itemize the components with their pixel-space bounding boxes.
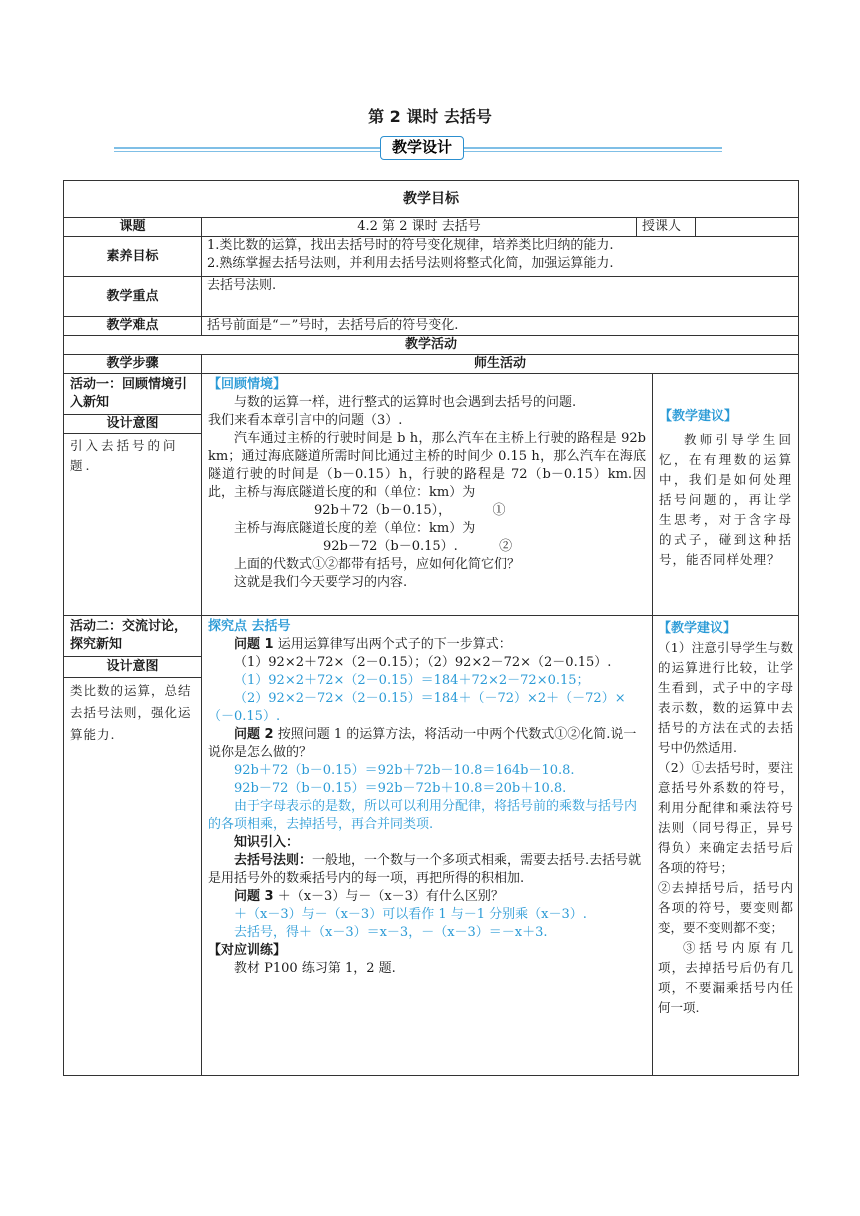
- banner-label: 教学设计: [380, 136, 464, 160]
- a2-suggestion-tag: 【教学建议】: [658, 621, 737, 636]
- objectives-header: 教学目标: [64, 181, 799, 218]
- q1-answer-1: （1）92×2＋72×（2－0.15）＝184＋72×2－72×0.15；: [234, 673, 590, 688]
- key-point-label: 教学重点: [64, 277, 202, 317]
- activity2-intent-text: 类比数的运算，总结去括号法则，强化运算能力.: [70, 683, 192, 742]
- a1-line-3: 汽车通过主桥的行驶时间是 b h，那么汽车在主桥上行驶的路程是 92b km；通过海底隧道所需时间比通过主桥的时间少 0.15 h，那么汽车在海底隧道行驶的时间是（b－0.15）h，行驶的路程是 72（b－0.15）km.因此，主桥与海底隧道长度的和（单位：km）为: [208, 431, 646, 500]
- q2-answer-3: 由于字母表示的是数，所以可以利用分配律，将括号前的乘数与括号内的各项相乘，去掉括号，再合并同类项.: [208, 799, 638, 832]
- practice-tag: 【对应训练】: [208, 943, 287, 958]
- q1-answer-2: （2）92×2－72×（2－0.15）＝184＋（－72）×2＋（－72）×（－0.15）.: [208, 691, 626, 724]
- a1-line-2: 我们来看本章引言中的问题（3）.: [208, 413, 403, 428]
- literacy-goal-1: 1.类比数的运算，找出去括号时的符号变化规律，培养类比归纳的能力.: [207, 238, 614, 253]
- literacy-label: 素养目标: [64, 237, 202, 277]
- rule-label: 去括号法则：: [234, 853, 313, 868]
- rule-text: 一般地，一个数与一个多项式相乘，需要去括号.去括号就是用括号外的数乘括号内的每一项，再把所得的积相加.: [208, 853, 642, 886]
- activity1-intent-label: 设计意图: [64, 415, 201, 434]
- q3-answer-1: ＋（x－3）与－（x－3）可以看作 1 与－1 分别乘（x－3）.: [234, 907, 587, 922]
- lesson-plan-table: [63, 180, 799, 1076]
- teacher-student-header: 师生活动: [202, 355, 799, 374]
- page-title: 第 2 课时 去括号: [368, 107, 492, 126]
- a2-suggestion-3: ②去掉括号后，括号内各项的符号，要变则都变，要不变则都不变；: [658, 880, 794, 935]
- a1-suggestion-tag: 【教学建议】: [659, 409, 738, 424]
- section-banner: [114, 136, 722, 162]
- activity1-name: 活动一：回顾情境引入新知: [64, 374, 201, 415]
- activity2-intent-label: 设计意图: [64, 657, 201, 678]
- key-point-value: 去括号法则.: [202, 277, 799, 317]
- q2-label: 问题 2: [234, 727, 274, 742]
- difficulty-value: 括号前面是“－”号时，去括号后的符号变化.: [202, 317, 799, 336]
- a1-line-8: 这就是我们今天要学习的内容.: [234, 575, 408, 590]
- a1-suggestion-text: 教师引导学生回忆，在有理数的运算中，我们是如何处理括号问题的，再让学生思考，对于含字母的式子，碰到这种括号，能否同样处理？: [659, 432, 793, 567]
- a1-line-5: 主桥与海底隧道长度的差（单位：km）为: [234, 521, 476, 536]
- q2-answer-1: 92b＋72（b－0.15）＝92b＋72b－10.8＝164b－10.8.: [234, 763, 575, 778]
- teacher-value: [696, 218, 799, 236]
- explore-tag: 探究点 去括号: [208, 619, 291, 634]
- literacy-goal-2: 2.熟练掌握去括号法则，并利用去括号法则将整式化简，加强运算能力.: [207, 256, 614, 271]
- practice-text: 教材 P100 练习第 1，2 题.: [234, 961, 396, 976]
- difficulty-label: 教学难点: [64, 317, 202, 336]
- knowledge-label: 知识引入：: [234, 835, 300, 850]
- q1-label: 问题 1: [234, 637, 274, 652]
- activity1-intent-text: 引入去括号的问题.: [70, 438, 179, 473]
- topic-value: 4.2 第 2 课时 去括号: [202, 218, 637, 236]
- a1-line-7: 上面的代数式①②都带有括号，应如何化简它们？: [234, 557, 521, 572]
- recall-tag: 【回顾情境】: [208, 377, 287, 392]
- a1-expr-2: 92b－72（b－0.15）. ②: [323, 539, 513, 554]
- a1-line-1: 与数的运算一样，进行整式的运算时也会遇到去括号的问题.: [234, 395, 577, 410]
- q3-answer-2: 去括号，得＋（x－3）＝x－3，－（x－3）＝－x＋3.: [234, 925, 548, 940]
- steps-header: 教学步骤: [64, 355, 202, 374]
- q1-text: 运用运算律写出两个式子的下一步算式：: [273, 637, 512, 652]
- a2-suggestion-4: ③括号内原有几项，去掉括号后仍有几项，不要漏乘括号内任何一项.: [658, 940, 794, 1015]
- a2-suggestion-2: （2）①去括号时，要注意括号外系数的符号，利用分配律和乘法符号法则（同号得正，异号得负）来确定去括号后各项的符号；: [658, 760, 794, 875]
- q2-text: 按照问题 1 的运算方法，将活动一中两个代数式①②化简.说一说你是怎么做的？: [208, 727, 637, 760]
- q2-answer-2: 92b－72（b－0.15）＝92b－72b＋10.8＝20b＋10.8.: [234, 781, 567, 796]
- teacher-label: 授课人: [637, 218, 696, 236]
- a1-expr-1: 92b＋72（b－0.15）， ①: [314, 503, 506, 518]
- q1-expr: （1）92×2＋72×（2－0.15）；（2）92×2－72×（2－0.15）.: [234, 655, 612, 670]
- a2-suggestion-1: （1）注意引导学生与数的运算进行比较，让学生看到，式子中的字母表示数，数的运算中去括号的方法在式的去括号中仍然适用.: [658, 640, 794, 755]
- activities-header: 教学活动: [64, 336, 799, 355]
- q3-label: 问题 3: [234, 889, 274, 904]
- q3-text: ＋（x－3）与－（x－3）有什么区别？: [273, 889, 504, 904]
- topic-label: 课题: [64, 218, 202, 237]
- activity2-name: 活动二：交流讨论，探究新知: [64, 616, 201, 657]
